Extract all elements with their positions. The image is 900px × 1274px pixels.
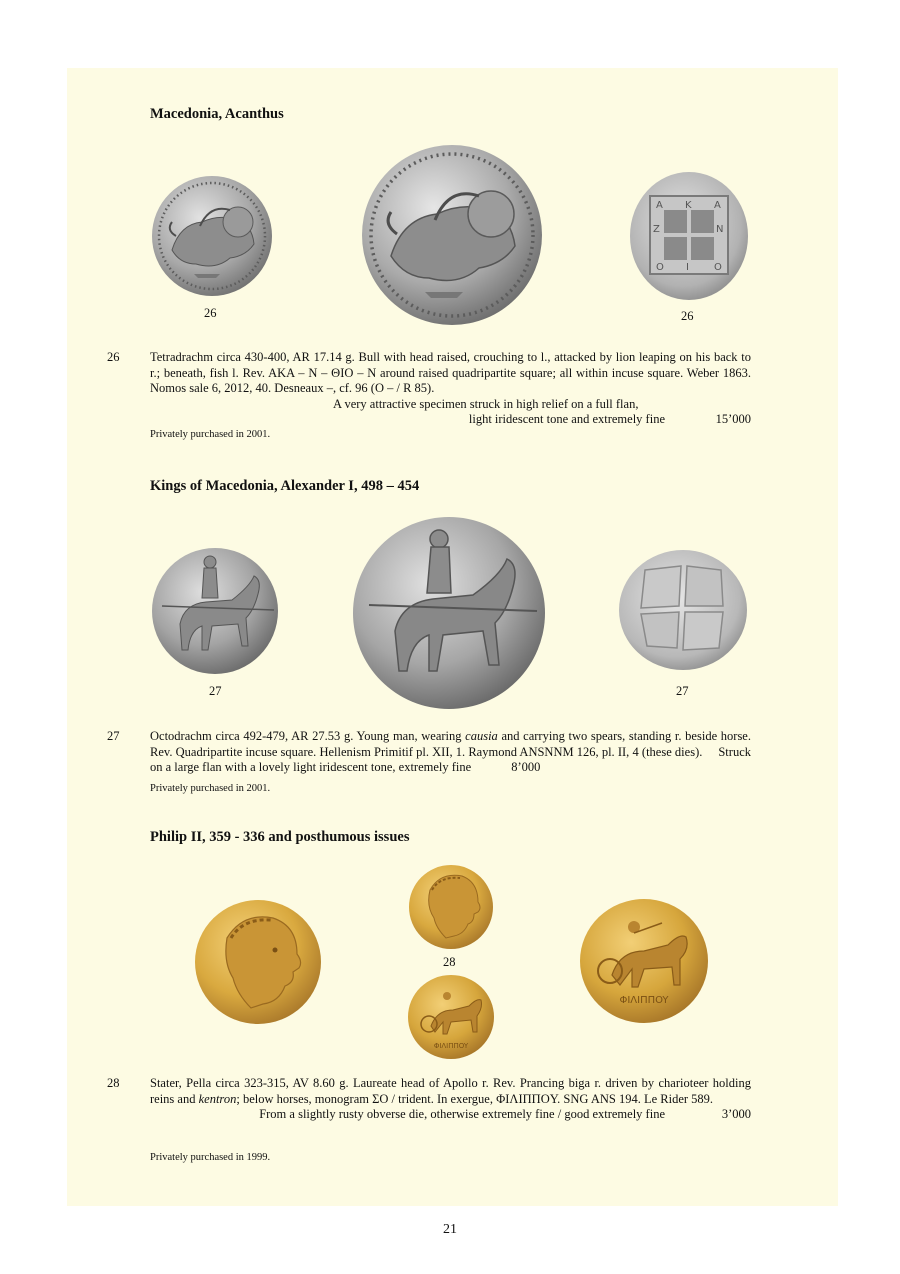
lot-28-reverse-large-coin (578, 897, 710, 1025)
lot-26-grade-row (150, 412, 751, 428)
reverse-letter: I (686, 262, 689, 273)
reverse-letter: A (656, 200, 663, 211)
lot-26-grade-line-2: light iridescent tone and extremely fine (468, 412, 665, 426)
lot-27-obverse-large-coin (351, 515, 547, 711)
lot-27-number: 27 (107, 729, 120, 743)
lot-28-small-exergue: ΦIΛIΠΠOY (433, 1042, 469, 1050)
lot-28-heading: Philip II, 359 - 336 and posthumous issues (150, 829, 410, 845)
lot-28-number: 28 (107, 1076, 120, 1090)
lot-27-ref-right: 27 (676, 684, 689, 698)
lot-28-grade-row (150, 1107, 751, 1123)
reverse-letter: Ο (714, 262, 722, 273)
lot-28-provenance: Privately purchased in 1999. (150, 1152, 271, 1163)
lot-26-number: 26 (107, 350, 120, 364)
lot-28-desc-italic: kentron (198, 1091, 237, 1106)
lot-28-grade: From a slightly rusty obverse die, otherwise extremely fine / good extremely fine (259, 1107, 665, 1121)
lot-26-provenance: Privately purchased in 2001. (150, 429, 271, 440)
lot-27-desc-part-a: Octodrachm circa 492-479, AR 27.53 g. Young man, wearing (150, 729, 466, 743)
lot-27-ref-left: 27 (209, 684, 222, 698)
lot-26-description (150, 350, 751, 428)
lot-28-description-text (150, 1076, 751, 1107)
lot-28-desc-part-a: Stater, Pella circa 323-315, AV 8.60 g. Laureate head of Apollo r. Rev. Prancing biga r. driven by charioteer holding reins and (150, 1076, 751, 1106)
lot-28-description (150, 1076, 751, 1123)
lot-26-reverse-coin (628, 170, 750, 302)
lot-27-obverse-small-coin (150, 546, 280, 676)
lot-27-description (150, 729, 751, 776)
lot-26-heading: Macedonia, Acanthus (150, 106, 284, 122)
lot-27-price: 8’000 (511, 760, 541, 774)
lot-26-obverse-small-coin (150, 174, 274, 298)
lot-28-large-exergue: ΦIΛIΠΠOY (619, 995, 669, 1006)
lot-27-description-text (150, 729, 751, 776)
reverse-letter: K (685, 200, 692, 211)
lot-27-grade: Struck on a large flan with a lovely light iridescent tone, extremely fine (150, 744, 751, 774)
lot-27-desc-italic: causia (465, 729, 498, 743)
page-number: 21 (443, 1222, 457, 1237)
lot-26-ref-right: 26 (681, 309, 694, 323)
lot-28-obverse-small-coin (408, 864, 494, 950)
lot-27-provenance: Privately purchased in 2001. (150, 783, 271, 794)
lot-26-description-text: Tetradrachm circa 430-400, AR 17.14 g. Bull with head raised, crouching to l., attacked by lion leaping on his back to r.; beneath, fish l. Rev. AKA – N – ΘIO – N around raised quadripartite square; all within incuse square. Weber 1863. Nomos sale 6, 2012, 40. Desneaux –, cf. 96 (O – / R 85). (150, 350, 751, 395)
reverse-letter: N (716, 224, 724, 235)
lot-27-reverse-coin (617, 548, 749, 672)
lot-28-obverse-large-coin (193, 898, 323, 1026)
lot-26-obverse-large-coin (359, 142, 545, 328)
reverse-letter: A (714, 200, 721, 211)
reverse-letter: Ο (656, 262, 664, 273)
reverse-letter: Z (653, 224, 660, 235)
lot-27-desc-part-b: and carrying two spears, standing r. beside horse. Rev. Quadripartite incuse square. Hellenism Primitif pl. XII, 1. Raymond ANSNNM 126, pl. II, 4 (these dies). (150, 729, 751, 759)
lot-26-grade-line-1: A very attractive specimen struck in high relief on a full flan, (333, 396, 639, 411)
lot-27-heading: Kings of Macedonia, Alexander I, 498 – 454 (150, 478, 420, 494)
lot-28-ref-center: 28 (443, 955, 456, 969)
lot-26-ref-left: 26 (204, 306, 217, 320)
lot-28-price: 3’000 (721, 1107, 751, 1121)
lot-26-price: 15’000 (715, 412, 751, 426)
lot-28-reverse-small-coin (407, 974, 495, 1060)
lot-28-desc-part-b: ; below horses, monogram ΣO / trident. In exergue, ΦIΛIΠΠOY. SNG ANS 194. Le Rider 589. (236, 1091, 714, 1106)
